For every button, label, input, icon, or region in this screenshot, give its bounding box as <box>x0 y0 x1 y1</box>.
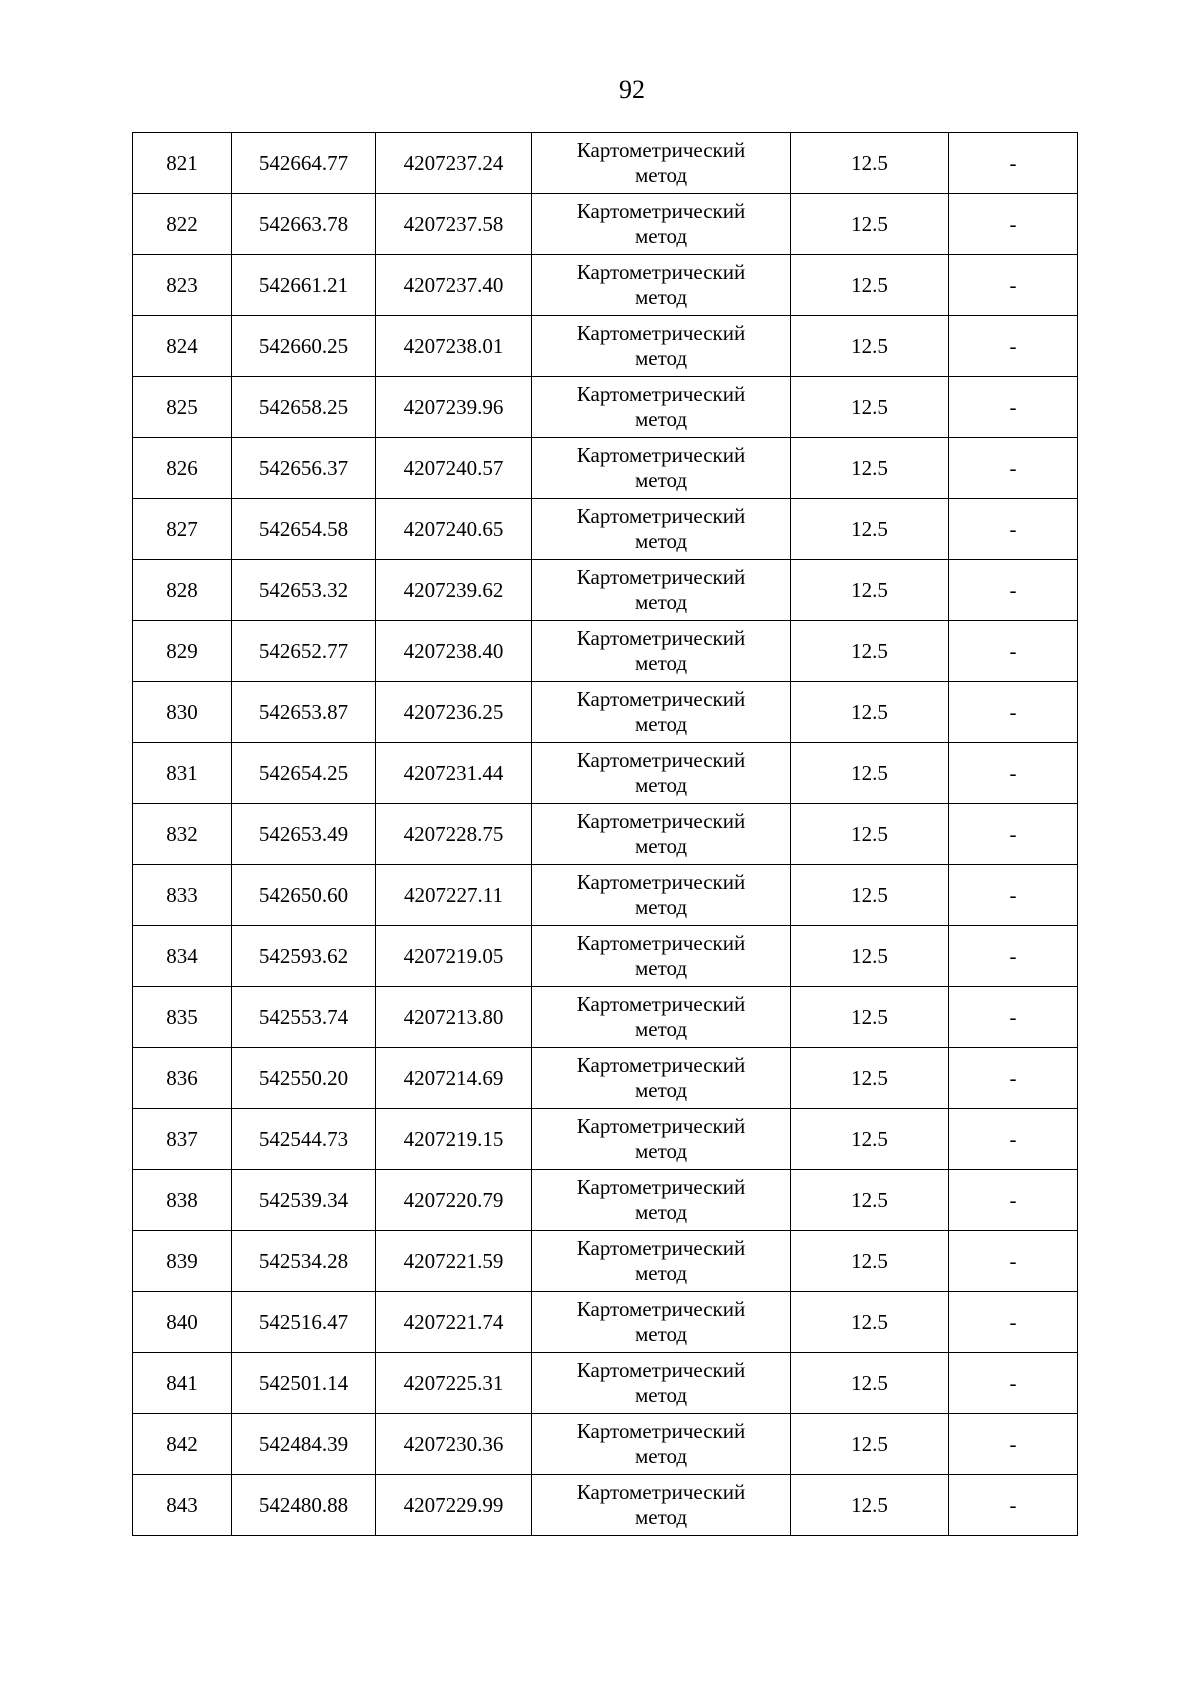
method-cell <box>532 560 791 621</box>
y-coordinate-cell: 4207238.40 <box>376 621 532 682</box>
method-line-1: Картометрический <box>576 687 746 711</box>
accuracy-cell: 12.5 <box>791 1048 949 1109</box>
table-row <box>133 438 1078 499</box>
accuracy-cell: 12.5 <box>791 316 949 377</box>
x-coordinate-cell: 542652.77 <box>232 621 376 682</box>
note-cell: - <box>949 987 1078 1048</box>
method-cell <box>532 194 791 255</box>
y-coordinate-cell: 4207231.44 <box>376 743 532 804</box>
table-row <box>133 621 1078 682</box>
y-coordinate-cell: 4207230.36 <box>376 1414 532 1475</box>
note-cell: - <box>949 1231 1078 1292</box>
method-line-2: метод <box>634 1200 688 1224</box>
table-row <box>133 804 1078 865</box>
table-row <box>133 743 1078 804</box>
table-row <box>133 865 1078 926</box>
note-cell: - <box>949 255 1078 316</box>
y-coordinate-cell: 4207227.11 <box>376 865 532 926</box>
accuracy-cell: 12.5 <box>791 804 949 865</box>
point-number-cell: 826 <box>133 438 232 499</box>
accuracy-cell: 12.5 <box>791 438 949 499</box>
table-row <box>133 1292 1078 1353</box>
accuracy-cell: 12.5 <box>791 255 949 316</box>
x-coordinate-cell: 542653.49 <box>232 804 376 865</box>
note-cell: - <box>949 926 1078 987</box>
x-coordinate-cell: 542653.87 <box>232 682 376 743</box>
x-coordinate-cell: 542480.88 <box>232 1475 376 1536</box>
point-number-cell: 841 <box>133 1353 232 1414</box>
method-cell <box>532 499 791 560</box>
y-coordinate-cell: 4207240.65 <box>376 499 532 560</box>
method-line-1: Картометрический <box>576 931 746 955</box>
coordinates-table-body <box>133 133 1078 1536</box>
method-cell <box>532 743 791 804</box>
method-line-2: метод <box>634 651 688 675</box>
note-cell: - <box>949 560 1078 621</box>
method-line-2: метод <box>634 1017 688 1041</box>
x-coordinate-cell: 542663.78 <box>232 194 376 255</box>
method-line-2: метод <box>634 1078 688 1102</box>
method-cell <box>532 316 791 377</box>
point-number-cell: 823 <box>133 255 232 316</box>
x-coordinate-cell: 542534.28 <box>232 1231 376 1292</box>
y-coordinate-cell: 4207239.96 <box>376 377 532 438</box>
method-line-1: Картометрический <box>576 1297 746 1321</box>
accuracy-cell: 12.5 <box>791 1353 949 1414</box>
method-line-1: Картометрический <box>576 809 746 833</box>
point-number-cell: 842 <box>133 1414 232 1475</box>
x-coordinate-cell: 542658.25 <box>232 377 376 438</box>
point-number-cell: 829 <box>133 621 232 682</box>
note-cell: - <box>949 743 1078 804</box>
point-number-cell: 825 <box>133 377 232 438</box>
accuracy-cell: 12.5 <box>791 560 949 621</box>
method-cell <box>532 987 791 1048</box>
method-line-1: Картометрический <box>576 870 746 894</box>
y-coordinate-cell: 4207240.57 <box>376 438 532 499</box>
note-cell: - <box>949 1475 1078 1536</box>
method-cell <box>532 926 791 987</box>
table-row <box>133 987 1078 1048</box>
method-line-1: Картометрический <box>576 382 746 406</box>
y-coordinate-cell: 4207225.31 <box>376 1353 532 1414</box>
method-cell <box>532 1170 791 1231</box>
table-row <box>133 316 1078 377</box>
method-line-2: метод <box>634 163 688 187</box>
x-coordinate-cell: 542654.25 <box>232 743 376 804</box>
point-number-cell: 830 <box>133 682 232 743</box>
table-row <box>133 133 1078 194</box>
x-coordinate-cell: 542653.32 <box>232 560 376 621</box>
y-coordinate-cell: 4207219.05 <box>376 926 532 987</box>
x-coordinate-cell: 542656.37 <box>232 438 376 499</box>
note-cell: - <box>949 377 1078 438</box>
x-coordinate-cell: 542550.20 <box>232 1048 376 1109</box>
table-row <box>133 926 1078 987</box>
table-row <box>133 1353 1078 1414</box>
accuracy-cell: 12.5 <box>791 743 949 804</box>
method-line-2: метод <box>634 1383 688 1407</box>
y-coordinate-cell: 4207236.25 <box>376 682 532 743</box>
method-line-2: метод <box>634 285 688 309</box>
method-line-1: Картометрический <box>576 1236 746 1260</box>
method-line-1: Картометрический <box>576 1114 746 1138</box>
y-coordinate-cell: 4207229.99 <box>376 1475 532 1536</box>
x-coordinate-cell: 542544.73 <box>232 1109 376 1170</box>
table-row <box>133 1231 1078 1292</box>
method-cell <box>532 682 791 743</box>
y-coordinate-cell: 4207237.40 <box>376 255 532 316</box>
method-line-2: метод <box>634 407 688 431</box>
accuracy-cell: 12.5 <box>791 1170 949 1231</box>
point-number-cell: 839 <box>133 1231 232 1292</box>
accuracy-cell: 12.5 <box>791 133 949 194</box>
accuracy-cell: 12.5 <box>791 682 949 743</box>
method-cell <box>532 438 791 499</box>
note-cell: - <box>949 682 1078 743</box>
method-cell <box>532 1292 791 1353</box>
point-number-cell: 838 <box>133 1170 232 1231</box>
method-line-1: Картометрический <box>576 748 746 772</box>
y-coordinate-cell: 4207214.69 <box>376 1048 532 1109</box>
method-cell <box>532 1231 791 1292</box>
point-number-cell: 843 <box>133 1475 232 1536</box>
x-coordinate-cell: 542553.74 <box>232 987 376 1048</box>
note-cell: - <box>949 1353 1078 1414</box>
method-line-2: метод <box>634 895 688 919</box>
note-cell: - <box>949 1170 1078 1231</box>
method-cell <box>532 1414 791 1475</box>
point-number-cell: 832 <box>133 804 232 865</box>
table-row <box>133 255 1078 316</box>
y-coordinate-cell: 4207237.24 <box>376 133 532 194</box>
accuracy-cell: 12.5 <box>791 1475 949 1536</box>
note-cell: - <box>949 1048 1078 1109</box>
method-line-1: Картометрический <box>576 321 746 345</box>
note-cell: - <box>949 194 1078 255</box>
note-cell: - <box>949 133 1078 194</box>
method-line-2: метод <box>634 1505 688 1529</box>
point-number-cell: 831 <box>133 743 232 804</box>
accuracy-cell: 12.5 <box>791 987 949 1048</box>
table-row <box>133 377 1078 438</box>
accuracy-cell: 12.5 <box>791 621 949 682</box>
method-line-2: метод <box>634 346 688 370</box>
point-number-cell: 833 <box>133 865 232 926</box>
method-line-1: Картометрический <box>576 626 746 650</box>
method-line-2: метод <box>634 224 688 248</box>
note-cell: - <box>949 621 1078 682</box>
note-cell: - <box>949 1414 1078 1475</box>
method-line-2: метод <box>634 468 688 492</box>
accuracy-cell: 12.5 <box>791 499 949 560</box>
x-coordinate-cell: 542650.60 <box>232 865 376 926</box>
method-cell <box>532 1109 791 1170</box>
point-number-cell: 827 <box>133 499 232 560</box>
table-row <box>133 499 1078 560</box>
x-coordinate-cell: 542501.14 <box>232 1353 376 1414</box>
accuracy-cell: 12.5 <box>791 1414 949 1475</box>
y-coordinate-cell: 4207219.15 <box>376 1109 532 1170</box>
method-line-1: Картометрический <box>576 1175 746 1199</box>
method-line-2: метод <box>634 834 688 858</box>
note-cell: - <box>949 438 1078 499</box>
point-number-cell: 824 <box>133 316 232 377</box>
y-coordinate-cell: 4207221.74 <box>376 1292 532 1353</box>
method-line-2: метод <box>634 712 688 736</box>
method-cell <box>532 377 791 438</box>
accuracy-cell: 12.5 <box>791 926 949 987</box>
method-line-1: Картометрический <box>576 992 746 1016</box>
table-row <box>133 1475 1078 1536</box>
method-line-2: метод <box>634 529 688 553</box>
method-line-2: метод <box>634 1261 688 1285</box>
method-line-1: Картометрический <box>576 504 746 528</box>
y-coordinate-cell: 4207220.79 <box>376 1170 532 1231</box>
point-number-cell: 828 <box>133 560 232 621</box>
x-coordinate-cell: 542484.39 <box>232 1414 376 1475</box>
method-line-1: Картометрический <box>576 1358 746 1382</box>
point-number-cell: 834 <box>133 926 232 987</box>
y-coordinate-cell: 4207221.59 <box>376 1231 532 1292</box>
method-line-1: Картометрический <box>576 1419 746 1443</box>
table-row <box>133 1414 1078 1475</box>
method-line-1: Картометрический <box>576 565 746 589</box>
method-line-1: Картометрический <box>576 138 746 162</box>
x-coordinate-cell: 542593.62 <box>232 926 376 987</box>
note-cell: - <box>949 499 1078 560</box>
method-cell <box>532 255 791 316</box>
table-row <box>133 1170 1078 1231</box>
method-line-2: метод <box>634 1444 688 1468</box>
note-cell: - <box>949 316 1078 377</box>
point-number-cell: 822 <box>133 194 232 255</box>
note-cell: - <box>949 1109 1078 1170</box>
method-cell <box>532 1048 791 1109</box>
method-line-1: Картометрический <box>576 1053 746 1077</box>
note-cell: - <box>949 865 1078 926</box>
x-coordinate-cell: 542664.77 <box>232 133 376 194</box>
y-coordinate-cell: 4207213.80 <box>376 987 532 1048</box>
method-line-2: метод <box>634 1139 688 1163</box>
method-line-2: метод <box>634 1322 688 1346</box>
x-coordinate-cell: 542660.25 <box>232 316 376 377</box>
y-coordinate-cell: 4207228.75 <box>376 804 532 865</box>
point-number-cell: 840 <box>133 1292 232 1353</box>
method-cell <box>532 1353 791 1414</box>
y-coordinate-cell: 4207237.58 <box>376 194 532 255</box>
accuracy-cell: 12.5 <box>791 1292 949 1353</box>
method-cell <box>532 1475 791 1536</box>
table-row <box>133 194 1078 255</box>
x-coordinate-cell: 542516.47 <box>232 1292 376 1353</box>
point-number-cell: 835 <box>133 987 232 1048</box>
point-number-cell: 837 <box>133 1109 232 1170</box>
x-coordinate-cell: 542539.34 <box>232 1170 376 1231</box>
point-number-cell: 836 <box>133 1048 232 1109</box>
accuracy-cell: 12.5 <box>791 194 949 255</box>
accuracy-cell: 12.5 <box>791 377 949 438</box>
accuracy-cell: 12.5 <box>791 865 949 926</box>
y-coordinate-cell: 4207239.62 <box>376 560 532 621</box>
method-cell <box>532 865 791 926</box>
method-line-1: Картометрический <box>576 260 746 284</box>
table-row <box>133 1109 1078 1170</box>
table-row <box>133 560 1078 621</box>
method-line-1: Картометрический <box>576 199 746 223</box>
method-line-2: метод <box>634 590 688 614</box>
note-cell: - <box>949 1292 1078 1353</box>
method-line-2: метод <box>634 956 688 980</box>
coordinates-table <box>132 132 1078 1536</box>
y-coordinate-cell: 4207238.01 <box>376 316 532 377</box>
accuracy-cell: 12.5 <box>791 1109 949 1170</box>
page-number: 92 <box>619 75 645 104</box>
table-row <box>133 682 1078 743</box>
accuracy-cell: 12.5 <box>791 1231 949 1292</box>
method-line-1: Картометрический <box>576 1480 746 1504</box>
x-coordinate-cell: 542654.58 <box>232 499 376 560</box>
x-coordinate-cell: 542661.21 <box>232 255 376 316</box>
table-row <box>133 1048 1078 1109</box>
method-line-1: Картометрический <box>576 443 746 467</box>
method-line-2: метод <box>634 773 688 797</box>
method-cell <box>532 621 791 682</box>
method-cell <box>532 133 791 194</box>
point-number-cell: 821 <box>133 133 232 194</box>
method-cell <box>532 804 791 865</box>
note-cell: - <box>949 804 1078 865</box>
